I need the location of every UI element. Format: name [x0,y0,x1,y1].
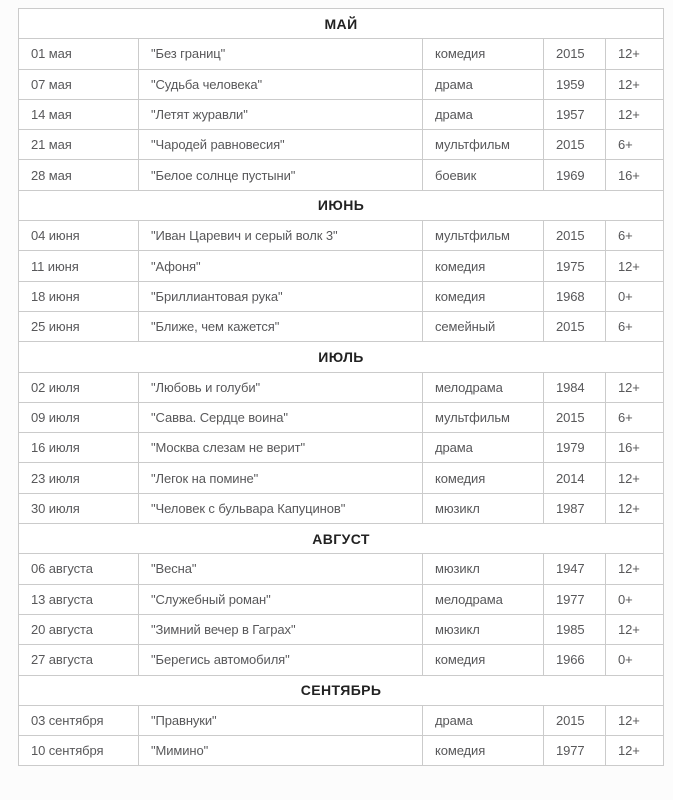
title-cell: "Ближе, чем кажется" [139,311,423,341]
month-header-row [19,190,664,220]
screening-row [19,160,664,190]
schedule-table-body [19,9,664,766]
year-cell: 2015 [544,402,606,432]
screening-row [19,614,664,644]
movie-schedule-table [18,8,664,766]
genre-cell: мелодрама [423,372,544,402]
year-cell: 1947 [544,554,606,584]
title-cell: "Берегись автомобиля" [139,645,423,675]
year-cell: 1987 [544,493,606,523]
title-cell: "Легок на помине" [139,463,423,493]
date-cell: 09 июля [19,402,139,432]
screening-row [19,554,664,584]
date-cell: 11 июня [19,251,139,281]
year-cell: 1959 [544,69,606,99]
age-cell: 12+ [606,39,664,69]
genre-cell: боевик [423,160,544,190]
date-cell: 16 июля [19,433,139,463]
screening-row [19,372,664,402]
genre-cell: комедия [423,39,544,69]
genre-cell: комедия [423,736,544,766]
year-cell: 2015 [544,39,606,69]
age-cell: 16+ [606,433,664,463]
screening-row [19,433,664,463]
date-cell: 04 июня [19,221,139,251]
age-cell: 12+ [606,705,664,735]
screening-row [19,221,664,251]
year-cell: 2015 [544,705,606,735]
genre-cell: мультфильм [423,221,544,251]
age-cell: 12+ [606,69,664,99]
date-cell: 23 июля [19,463,139,493]
age-cell: 0+ [606,281,664,311]
age-cell: 16+ [606,160,664,190]
year-cell: 1957 [544,99,606,129]
genre-cell: комедия [423,251,544,281]
title-cell: "Зимний вечер в Гаграх" [139,614,423,644]
year-cell: 1977 [544,736,606,766]
date-cell: 14 мая [19,99,139,129]
title-cell: "Служебный роман" [139,584,423,614]
genre-cell: комедия [423,281,544,311]
genre-cell: мультфильм [423,402,544,432]
genre-cell: комедия [423,463,544,493]
genre-cell: мюзикл [423,554,544,584]
screening-row [19,645,664,675]
year-cell: 2015 [544,130,606,160]
year-cell: 1969 [544,160,606,190]
year-cell: 1968 [544,281,606,311]
month-header-row [19,9,664,39]
genre-cell: драма [423,99,544,129]
age-cell: 0+ [606,584,664,614]
screening-row [19,736,664,766]
month-header-row [19,342,664,372]
title-cell: "Мимино" [139,736,423,766]
genre-cell: семейный [423,311,544,341]
screening-row [19,69,664,99]
month-title: ИЮНЬ [19,190,664,220]
title-cell: "Белое солнце пустыни" [139,160,423,190]
date-cell: 18 июня [19,281,139,311]
age-cell: 6+ [606,221,664,251]
screening-row [19,705,664,735]
title-cell: "Весна" [139,554,423,584]
date-cell: 30 июля [19,493,139,523]
genre-cell: комедия [423,645,544,675]
title-cell: "Правнуки" [139,705,423,735]
year-cell: 2014 [544,463,606,493]
screening-row [19,584,664,614]
genre-cell: мультфильм [423,130,544,160]
genre-cell: мюзикл [423,493,544,523]
title-cell: "Савва. Сердце воина" [139,402,423,432]
screening-row [19,251,664,281]
age-cell: 12+ [606,493,664,523]
title-cell: "Любовь и голуби" [139,372,423,402]
screening-row [19,39,664,69]
title-cell: "Бриллиантовая рука" [139,281,423,311]
title-cell: "Чародей равновесия" [139,130,423,160]
title-cell: "Афоня" [139,251,423,281]
date-cell: 13 августа [19,584,139,614]
genre-cell: драма [423,69,544,99]
month-title: ИЮЛЬ [19,342,664,372]
date-cell: 10 сентября [19,736,139,766]
title-cell: "Москва слезам не верит" [139,433,423,463]
age-cell: 12+ [606,251,664,281]
age-cell: 12+ [606,554,664,584]
age-cell: 12+ [606,372,664,402]
year-cell: 1985 [544,614,606,644]
date-cell: 01 мая [19,39,139,69]
age-cell: 0+ [606,645,664,675]
year-cell: 1975 [544,251,606,281]
year-cell: 2015 [544,311,606,341]
date-cell: 20 августа [19,614,139,644]
month-title: МАЙ [19,9,664,39]
genre-cell: драма [423,433,544,463]
year-cell: 1979 [544,433,606,463]
date-cell: 21 мая [19,130,139,160]
genre-cell: драма [423,705,544,735]
screening-row [19,493,664,523]
month-title: АВГУСТ [19,524,664,554]
date-cell: 27 августа [19,645,139,675]
year-cell: 1977 [544,584,606,614]
age-cell: 6+ [606,130,664,160]
year-cell: 1984 [544,372,606,402]
screening-row [19,311,664,341]
genre-cell: мелодрама [423,584,544,614]
title-cell: "Без границ" [139,39,423,69]
date-cell: 28 мая [19,160,139,190]
month-title: СЕНТЯБРЬ [19,675,664,705]
title-cell: "Иван Царевич и серый волк 3" [139,221,423,251]
age-cell: 6+ [606,402,664,432]
screening-row [19,99,664,129]
date-cell: 25 июня [19,311,139,341]
age-cell: 6+ [606,311,664,341]
screening-row [19,463,664,493]
month-header-row [19,675,664,705]
title-cell: "Человек с бульвара Капуцинов" [139,493,423,523]
month-header-row [19,524,664,554]
age-cell: 12+ [606,99,664,129]
date-cell: 06 августа [19,554,139,584]
date-cell: 03 сентября [19,705,139,735]
age-cell: 12+ [606,463,664,493]
age-cell: 12+ [606,614,664,644]
date-cell: 02 июля [19,372,139,402]
date-cell: 07 мая [19,69,139,99]
genre-cell: мюзикл [423,614,544,644]
screening-row [19,281,664,311]
screening-row [19,130,664,160]
age-cell: 12+ [606,736,664,766]
screening-row [19,402,664,432]
title-cell: "Судьба человека" [139,69,423,99]
title-cell: "Летят журавли" [139,99,423,129]
year-cell: 2015 [544,221,606,251]
year-cell: 1966 [544,645,606,675]
